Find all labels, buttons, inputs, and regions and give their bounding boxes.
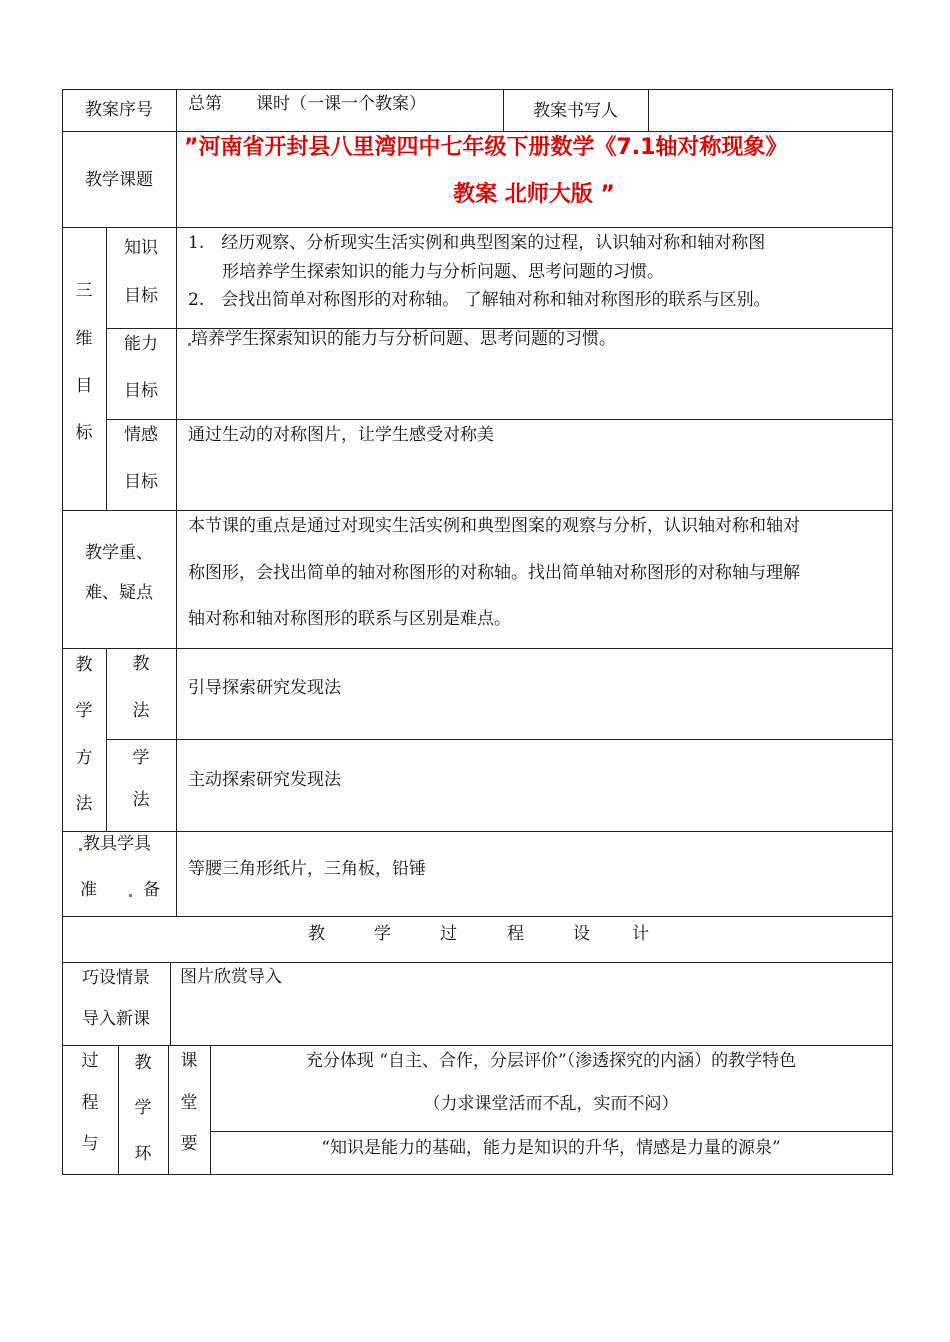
tools-label-line2a: 准 bbox=[80, 880, 97, 900]
intro-text: 图片欣赏导入 bbox=[180, 967, 282, 987]
key-points-line2: 称图形，会找出简单的轴对称图形的对称轴。找出简单轴对称图形的对称轴与理解 bbox=[188, 563, 800, 583]
knowledge-goal-item1-line1: 1. 经历观察、分析现实生活实例和典型图案的过程，认识轴对称和轴对称图 bbox=[188, 233, 766, 253]
teaching-method-text: 引导探索研究发现法 bbox=[188, 678, 341, 698]
lesson-seq-label: 教案序号 bbox=[85, 100, 153, 120]
knowledge-motto: “知识是能力的基础，能力是知识的升华，情感是力量的源泉” bbox=[321, 1138, 781, 1158]
lesson-writer-label: 教案书写人 bbox=[533, 101, 618, 121]
topic-title-line1: ”河南省开封县八里湾四中七年级下册数学《7.1轴对称现象》 bbox=[184, 135, 788, 160]
topic-label: 教学课题 bbox=[85, 170, 153, 190]
knowledge-goal-item2: 2. 会找出简单对称图形的对称轴。 了解轴对称和轴对称图形的联系与区别。 bbox=[188, 290, 771, 310]
topic-title-line2: 教案 北师大版 ” bbox=[453, 182, 615, 207]
ability-goal-text: 培养学生探索知识的能力与分析问题、思考问题的习惯。 bbox=[191, 329, 616, 349]
knowledge-goal-item1-line2: 形培养学生探索知识的能力与分析问题、思考问题的习惯。 bbox=[222, 262, 664, 282]
learning-method-text: 主动探索研究发现法 bbox=[188, 770, 341, 790]
teaching-feature-line2: （力求课堂活而不乱，实而不闷） bbox=[423, 1094, 679, 1114]
bullet-dot bbox=[79, 848, 82, 851]
tools-text: 等腰三角形纸片，三角板，铅锤 bbox=[188, 859, 426, 879]
key-points-line3: 轴对称和轴对称图形的联系与区别是难点。 bbox=[188, 609, 511, 629]
key-points-line1: 本节课的重点是通过对现实生活实例和典型图案的观察与分析，认识轴对称和轴对 bbox=[188, 516, 800, 536]
teaching-feature-line1: 充分体现 “自主、合作，分层评价”（渗透探究的内涵）的教学特色 bbox=[305, 1051, 797, 1071]
emotion-goal-text: 通过生动的对称图片，让学生感受对称美 bbox=[188, 425, 494, 445]
tools-label-line2b: 备 bbox=[143, 880, 160, 900]
bullet-dot bbox=[129, 894, 132, 897]
tools-label-line1: 教具学具 bbox=[83, 834, 151, 854]
lesson-period-info: 总第 课时（一课一个教案） bbox=[188, 94, 426, 114]
